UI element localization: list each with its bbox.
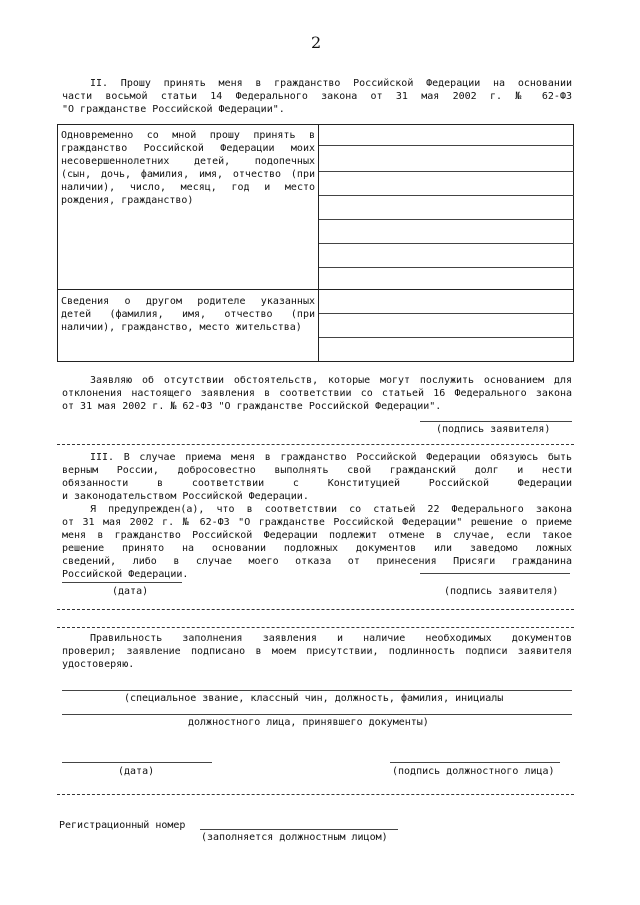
official-caption-2: должностного лица, принявшего документы) — [188, 717, 429, 728]
children-label — [61, 129, 315, 207]
official-name-line-2[interactable] — [62, 714, 572, 715]
children-label-line: Одновременно со мной прошу принять в — [61, 130, 315, 141]
other-parent-label — [61, 295, 315, 334]
section-2-request — [62, 77, 572, 116]
official-line: Правильность заполнения заявления и наличие необходимых документов — [90, 633, 572, 644]
registration-label: Регистрационный номер — [59, 820, 186, 831]
page-number: 2 — [311, 33, 322, 52]
children-label-line: гражданство Российской Федерации моих — [61, 143, 315, 154]
parent-label-line: Сведения о другом родителе указанных — [61, 296, 315, 307]
section-3-line: обязанности в соответствии с Конституцией Российской Федерации — [62, 478, 572, 489]
children-entry-line[interactable] — [319, 145, 574, 146]
official-caption-1: (специальное звание, классный чин, должность, фамилия, инициалы — [124, 693, 504, 704]
section-3-line: от 31 мая 2002 г. № 62-ФЗ "О гражданстве Российской Федерации" решение о приеме — [62, 517, 572, 528]
section-3-text — [62, 451, 572, 581]
declaration-line: от 31 мая 2002 г. № 62-ФЗ "О гражданстве Российской Федерации". — [62, 401, 442, 412]
children-label-line: несовершеннолетних детей, подопечных — [61, 156, 315, 167]
section-3-line: III. В случае приема меня в гражданство Российской Федерации обязуюсь быть — [90, 452, 572, 463]
section-3-line: Я предупрежден(а), что в соответствии со статьей 22 Федерального закона — [90, 504, 572, 515]
official-line: проверил; заявление подписано в моем присутствии, подлинность подписи заявителя — [62, 646, 572, 657]
declaration — [62, 374, 572, 413]
section-2-line: II. Прошу принять меня в гражданство Российской Федерации на основании — [90, 78, 572, 89]
section-3-signature-line[interactable] — [420, 573, 570, 574]
declaration-signature-caption: (подпись заявителя) — [436, 424, 551, 435]
parent-label-line: наличии), гражданство, место жительства) — [61, 322, 302, 333]
children-label-line: (сын, дочь, фамилия, имя, отчество (при — [61, 169, 315, 180]
section-3-date-caption: (дата) — [112, 586, 149, 597]
children-entry-line[interactable] — [319, 171, 574, 172]
declaration-line: отклонения настоящего заявления в соответствии со статьей 16 Федерального закона — [62, 388, 572, 399]
section-3-line: меня в гражданство Российской Федерации подлежит отмене в случае, если такое — [62, 530, 572, 541]
children-entry-line[interactable] — [319, 195, 574, 196]
section-3-line: и законодательством Российской Федерации. — [62, 491, 309, 502]
official-date-line[interactable] — [62, 762, 212, 763]
children-label-line: наличии), число, месяц, год и место — [61, 182, 315, 193]
children-entry-line[interactable] — [319, 243, 574, 244]
registration-caption: (заполняется должностным лицом) — [201, 832, 388, 843]
section-3-line: сведений, либо в случае моего отказа от принесения Присяги гражданина — [62, 556, 572, 567]
table-row-divider — [57, 289, 574, 290]
section-3-line: верным России, добросовестно выполнять свой гражданский долг и нести — [62, 465, 572, 476]
official-line: удостоверяю. — [62, 659, 135, 670]
parent-entry-line[interactable] — [319, 337, 574, 338]
parent-label-line: детей (фамилия, имя, отчество (при — [61, 309, 315, 320]
children-entry-line[interactable] — [319, 267, 574, 268]
children-label-line: рождения, гражданство) — [61, 195, 194, 206]
section-3-line: решение принято на основании подложных документов или заведомо ложных — [62, 543, 572, 554]
official-date-caption: (дата) — [118, 766, 155, 777]
official-signature-line[interactable] — [390, 762, 560, 763]
section-2-line: "О гражданстве Российской Федерации". — [62, 104, 285, 115]
declaration-line: Заявляю об отсутствии обстоятельств, которые могут послужить основанием для — [90, 375, 572, 386]
official-text — [62, 632, 572, 671]
section-3-signature-caption: (подпись заявителя) — [444, 586, 559, 597]
official-signature-caption: (подпись должностного лица) — [392, 766, 555, 777]
parent-entry-line[interactable] — [319, 313, 574, 314]
section-3-date-line[interactable] — [62, 582, 182, 583]
official-name-line[interactable] — [62, 690, 572, 691]
declaration-signature-line[interactable] — [420, 421, 572, 422]
registration-number-field[interactable] — [200, 829, 398, 830]
section-3-line: Российской Федерации. — [62, 569, 189, 580]
children-entry-line[interactable] — [319, 219, 574, 220]
section-2-line: части восьмой статьи 14 Федерального закона от 31 мая 2002 г. № 62-ФЗ — [62, 91, 572, 102]
